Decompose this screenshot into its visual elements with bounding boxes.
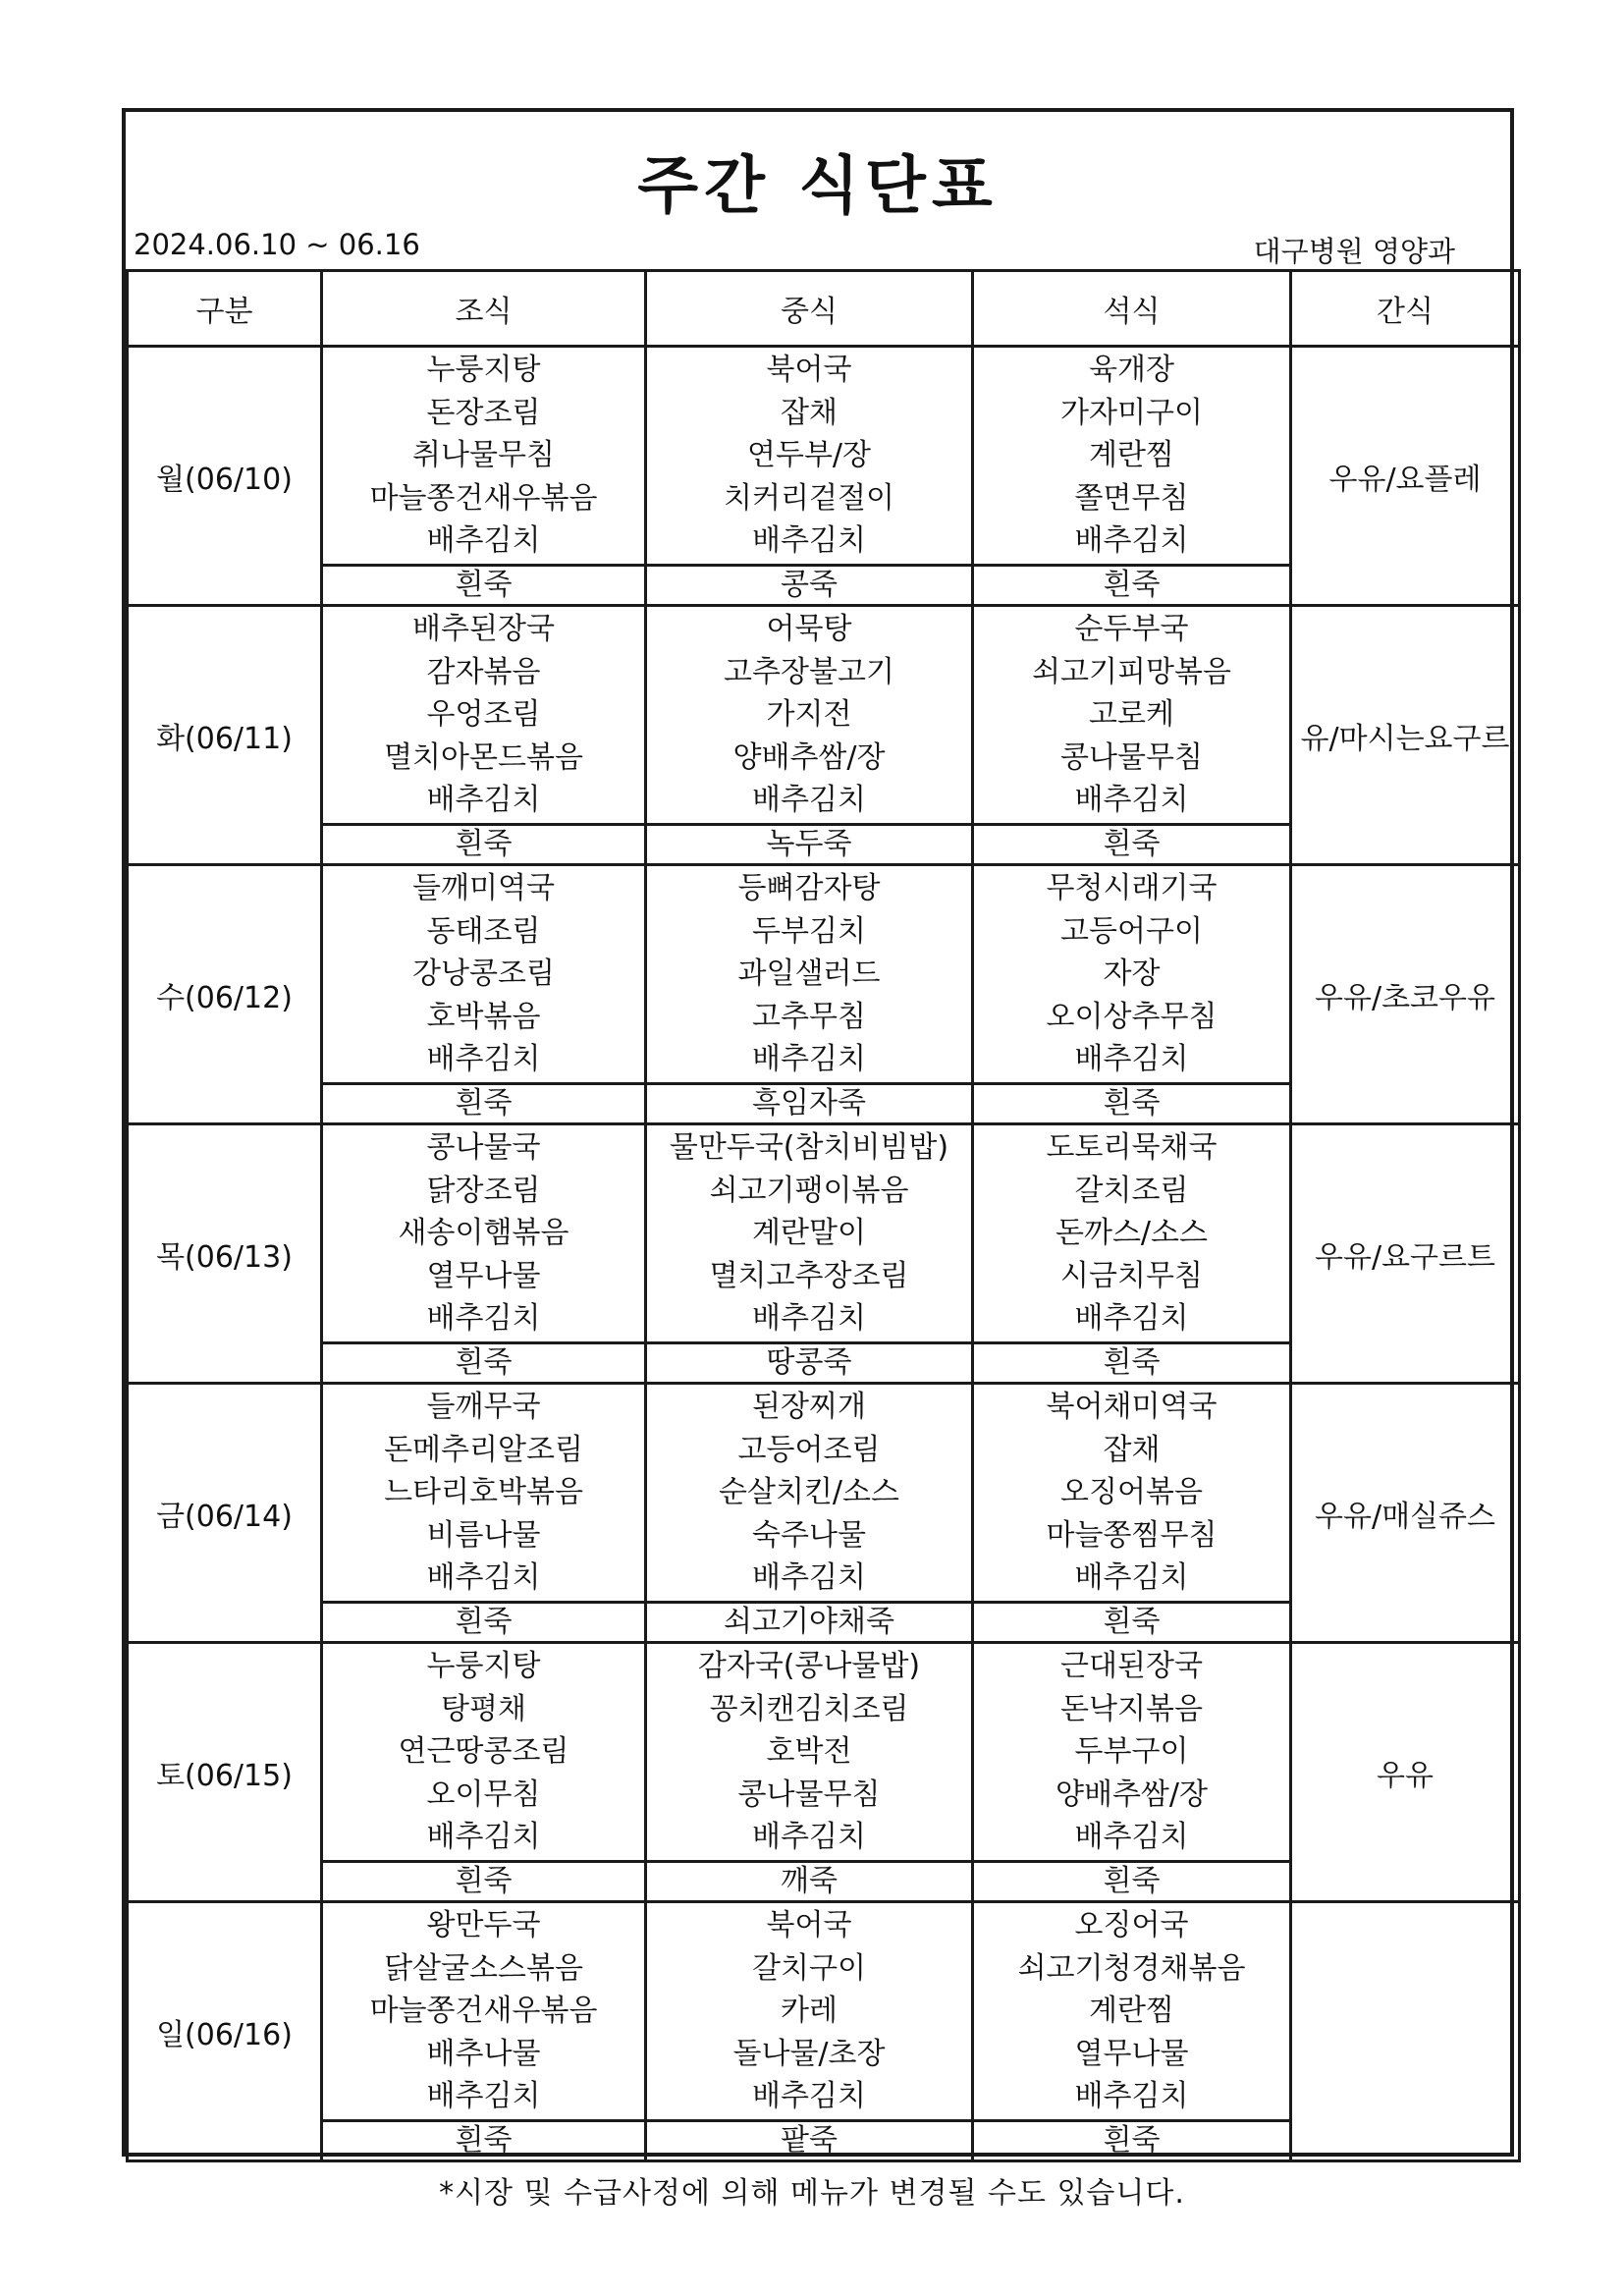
menu-item: 느타리호박볶음 (384, 1475, 583, 1510)
menu-item: 북어채미역국 (1046, 1390, 1218, 1425)
lunch-menu-cell (646, 1384, 973, 1603)
day-label: 목(06/13) (128, 1124, 322, 1384)
porridge-item: 쇠고기야채죽 (646, 1603, 973, 1643)
lunch-menu-cell (646, 1124, 973, 1343)
menu-item: 배추김치 (1074, 783, 1189, 818)
menu-item: 동태조림 (426, 913, 541, 949)
lunch-menu-cell (646, 1643, 973, 1862)
menu-item: 계란말이 (752, 1216, 866, 1251)
menu-item: 배추김치 (426, 1560, 541, 1596)
dinner-menu-cell (973, 1902, 1291, 2121)
menu-item: 쇠고기청경채볶음 (1017, 1950, 1246, 1986)
lunch-menu-cell (646, 1902, 973, 2121)
porridge-item: 흰죽 (973, 1603, 1291, 1643)
menu-item: 마늘쫑건새우볶음 (369, 480, 598, 516)
menu-item: 닭살굴소스볶음 (384, 1950, 583, 1986)
menu-item: 배추김치 (1074, 1042, 1189, 1077)
menu-item: 누룽지탕 (426, 1649, 541, 1684)
menu-item: 쇠고기팽이볶음 (709, 1173, 909, 1208)
menu-item: 열무나물 (1074, 2036, 1189, 2071)
dinner-menu-cell (973, 1124, 1291, 1343)
menu-item: 호박볶음 (426, 999, 541, 1034)
menu-item: 도토리묵채국 (1046, 1130, 1218, 1166)
menu-item: 호박전 (766, 1734, 852, 1770)
menu-item: 양배추쌈/장 (1055, 1777, 1208, 1812)
menu-item: 육개장 (1089, 353, 1174, 388)
department-name: 대구병원 영양과 (1253, 235, 1455, 268)
menu-item: 배추김치 (752, 1301, 866, 1337)
menu-item: 꽁치캔김치조림 (709, 1691, 909, 1726)
menu-item: 순두부국 (1074, 612, 1189, 647)
menu-item: 계란찜 (1089, 438, 1174, 473)
day-label: 일(06/16) (128, 1902, 322, 2161)
menu-item: 마늘쫑찜무침 (1046, 1517, 1218, 1553)
menu-item: 고추무침 (752, 999, 866, 1034)
menu-item: 비름나물 (426, 1517, 541, 1553)
menu-item: 배추김치 (1074, 2079, 1189, 2114)
day-row (128, 1124, 1520, 1343)
header-row (128, 271, 1520, 347)
porridge-item: 흰죽 (322, 2121, 646, 2161)
dinner-menu-cell (973, 347, 1291, 566)
breakfast-menu-cell (322, 606, 646, 825)
menu-item: 배추김치 (752, 783, 866, 818)
menu-item: 멸치아몬드볶음 (384, 739, 583, 775)
menu-item: 배추김치 (426, 1820, 541, 1855)
porridge-item: 흰죽 (322, 1343, 646, 1384)
menu-item: 배추나물 (426, 2036, 541, 2071)
dinner-menu-cell (973, 865, 1291, 1084)
menu-item: 취나물무침 (412, 438, 555, 473)
menu-item: 양배추쌈/장 (732, 739, 886, 775)
menu-item: 고등어구이 (1060, 913, 1203, 949)
weekly-menu-table (126, 269, 1521, 2162)
header-category: 구분 (128, 271, 322, 347)
menu-item: 오이상추무침 (1046, 999, 1218, 1034)
lunch-menu-cell (646, 606, 973, 825)
lunch-menu-cell (646, 347, 973, 566)
porridge-item: 깨죽 (646, 1862, 973, 1902)
menu-item: 오이무침 (426, 1777, 541, 1812)
menu-item: 연두부/장 (746, 438, 872, 473)
menu-item: 오징어볶음 (1060, 1475, 1203, 1510)
menu-item: 오징어국 (1074, 1908, 1189, 1943)
breakfast-menu-cell (322, 1902, 646, 2121)
menu-item: 시금치무침 (1060, 1258, 1203, 1293)
menu-item: 북어국 (766, 353, 852, 388)
day-row (128, 606, 1520, 825)
menu-item: 배추김치 (426, 783, 541, 818)
porridge-item: 흰죽 (973, 825, 1291, 865)
lunch-menu-cell (646, 865, 973, 1084)
header-lunch: 중식 (646, 271, 973, 347)
menu-item: 배추김치 (752, 1560, 866, 1596)
day-row (128, 865, 1520, 1084)
day-row (128, 1643, 1520, 1862)
menu-sheet (122, 108, 1514, 2157)
menu-item: 감자볶음 (426, 654, 541, 689)
menu-item: 고추장불고기 (724, 654, 894, 689)
menu-item: 잡채 (1103, 1432, 1161, 1467)
menu-item: 새송이햄볶음 (398, 1216, 569, 1251)
menu-item: 돈까스/소스 (1055, 1216, 1208, 1251)
menu-item: 배추김치 (1074, 1820, 1189, 1855)
menu-item: 탕평채 (441, 1691, 526, 1726)
header-snack: 간식 (1291, 271, 1520, 347)
menu-item: 마늘쫑건새우볶음 (369, 1994, 598, 2029)
menu-item: 계란찜 (1089, 1994, 1174, 2029)
menu-item: 돈메추리알조림 (384, 1432, 583, 1467)
menu-item: 배추김치 (1074, 523, 1189, 559)
menu-item: 배추김치 (752, 1042, 866, 1077)
menu-item: 강낭콩조림 (412, 957, 555, 992)
menu-item: 쫄면무침 (1074, 480, 1189, 516)
menu-item: 가지전 (766, 697, 852, 733)
menu-item: 카레 (781, 1994, 838, 2029)
porridge-item: 팥죽 (646, 2121, 973, 2161)
menu-item: 고등어조림 (737, 1432, 881, 1467)
menu-item: 들깨무국 (426, 1390, 541, 1425)
menu-item: 갈치조림 (1074, 1173, 1189, 1208)
porridge-item: 흰죽 (973, 2121, 1291, 2161)
menu-item: 배추된장국 (412, 612, 555, 647)
dinner-menu-cell (973, 1643, 1291, 1862)
menu-item: 들깨미역국 (412, 871, 555, 906)
snack-cell: 우유/초코우유 (1291, 865, 1520, 1124)
porridge-item: 녹두죽 (646, 825, 973, 865)
snack-cell: 유/마시는요구르 (1291, 606, 1520, 865)
menu-item: 배추김치 (426, 2079, 541, 2114)
menu-item: 배추김치 (752, 2079, 866, 2114)
menu-item: 잡채 (781, 395, 838, 430)
porridge-item: 흰죽 (322, 566, 646, 606)
menu-item: 과일샐러드 (737, 957, 881, 992)
menu-item: 고로케 (1089, 697, 1174, 733)
menu-item: 배추김치 (752, 1820, 866, 1855)
menu-item: 등뼈감자탕 (737, 871, 881, 906)
day-label: 금(06/14) (128, 1384, 322, 1643)
porridge-item: 콩죽 (646, 566, 973, 606)
menu-item: 돌나물/초장 (732, 2036, 886, 2071)
snack-cell: 우유 (1291, 1643, 1520, 1902)
porridge-item: 흰죽 (973, 566, 1291, 606)
porridge-item: 흰죽 (322, 825, 646, 865)
menu-item: 두부김치 (752, 913, 866, 949)
menu-item: 배추김치 (426, 1301, 541, 1337)
breakfast-menu-cell (322, 1643, 646, 1862)
menu-item: 어묵탕 (766, 612, 852, 647)
menu-item: 두부구이 (1074, 1734, 1189, 1770)
menu-item: 돈낙지볶음 (1060, 1691, 1203, 1726)
menu-item: 배추김치 (752, 523, 866, 559)
porridge-item: 흑임자죽 (646, 1084, 973, 1124)
breakfast-menu-cell (322, 347, 646, 566)
menu-item: 우엉조림 (426, 697, 541, 733)
menu-item: 무청시래기국 (1046, 871, 1218, 906)
menu-item: 콩나물무침 (737, 1777, 881, 1812)
menu-item: 쇠고기피망볶음 (1032, 654, 1231, 689)
menu-item: 순살치킨/소스 (719, 1475, 899, 1510)
snack-cell: 우유/매실쥬스 (1291, 1384, 1520, 1643)
snack-cell (1291, 1902, 1520, 2161)
day-label: 토(06/15) (128, 1643, 322, 1902)
page-title: 주간 식단표 (637, 150, 999, 223)
dinner-menu-cell (973, 1384, 1291, 1603)
header-breakfast: 조식 (322, 271, 646, 347)
menu-item: 된장찌개 (752, 1390, 866, 1425)
header-dinner: 석식 (973, 271, 1291, 347)
porridge-item: 흰죽 (973, 1862, 1291, 1902)
date-range: 2024.06.10 ~ 06.16 (134, 228, 420, 261)
breakfast-menu-cell (322, 865, 646, 1084)
porridge-item: 흰죽 (322, 1862, 646, 1902)
menu-item: 물만두국(참치비빔밥) (669, 1130, 949, 1166)
menu-item: 가자미구이 (1060, 395, 1203, 430)
breakfast-menu-cell (322, 1124, 646, 1343)
day-row (128, 347, 1520, 566)
menu-body (128, 347, 1520, 2161)
menu-item: 배추김치 (1074, 1301, 1189, 1337)
menu-item: 배추김치 (426, 1042, 541, 1077)
menu-item: 콩나물무침 (1060, 739, 1203, 775)
menu-item: 근대된장국 (1060, 1649, 1203, 1684)
porridge-item: 흰죽 (322, 1084, 646, 1124)
menu-item: 배추김치 (426, 523, 541, 559)
menu-item: 콩나물국 (426, 1130, 541, 1166)
dinner-menu-cell (973, 606, 1291, 825)
day-row (128, 1384, 1520, 1603)
porridge-item: 흰죽 (973, 1084, 1291, 1124)
menu-item: 갈치구이 (752, 1950, 866, 1986)
day-row (128, 1902, 1520, 2121)
day-label: 화(06/11) (128, 606, 322, 865)
menu-item: 연근땅콩조림 (398, 1734, 569, 1770)
day-label: 수(06/12) (128, 865, 322, 1124)
menu-item: 돈장조림 (426, 395, 541, 430)
menu-item: 숙주나물 (752, 1517, 866, 1553)
porridge-item: 흰죽 (973, 1343, 1291, 1384)
menu-item: 닭장조림 (426, 1173, 541, 1208)
menu-item: 자장 (1103, 957, 1161, 992)
porridge-item: 땅콩죽 (646, 1343, 973, 1384)
day-label: 월(06/10) (128, 347, 322, 606)
menu-item: 감자국(콩나물밥) (697, 1649, 921, 1684)
menu-item: 북어국 (766, 1908, 852, 1943)
menu-item: 왕만두국 (426, 1908, 541, 1943)
breakfast-menu-cell (322, 1384, 646, 1603)
menu-item: 배추김치 (1074, 1560, 1189, 1596)
menu-item: 열무나물 (426, 1258, 541, 1293)
menu-item: 누룽지탕 (426, 353, 541, 388)
footnote: *시장 및 수급사정에 의해 메뉴가 변경될 수도 있습니다. (439, 2176, 1185, 2211)
porridge-item: 흰죽 (322, 1603, 646, 1643)
menu-item: 멸치고추장조림 (709, 1258, 909, 1293)
menu-item: 치커리겉절이 (724, 480, 894, 516)
snack-cell: 우유/요구르트 (1291, 1124, 1520, 1384)
snack-cell: 우유/요플레 (1291, 347, 1520, 606)
